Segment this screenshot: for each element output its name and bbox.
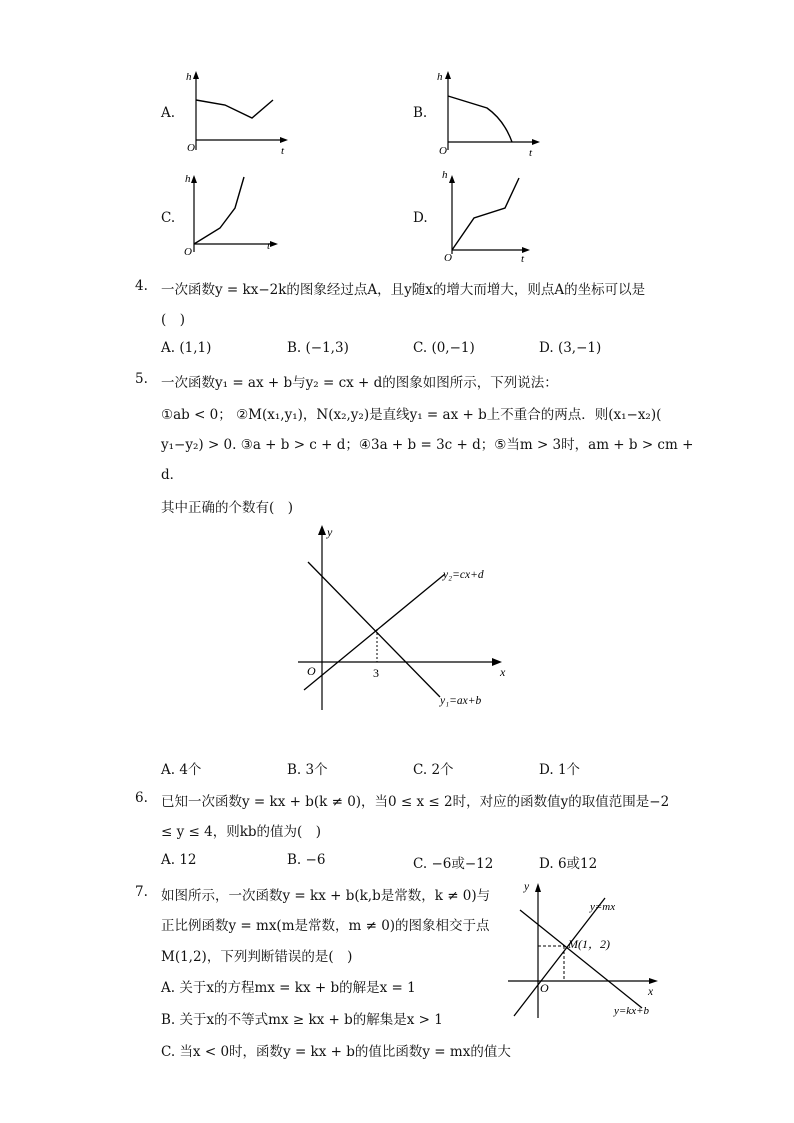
q7-figure [500,878,670,1023]
svg-text:y=kx+b: y=kx+b [614,1005,649,1017]
q6-stem-line1: 已知一次函数y = kx + b(k ≠ 0)，当0 ≤ x ≤ 2时，对应的函数值y的取值范围是−2 [161,794,670,810]
q5-stem-line3: y₁−y₂) > 0. ③a + b > c + d；④3a + b = 3c + d；⑤当m > 3时，am + b > cm + [161,437,694,453]
q5-stem-line5: 其中正确的个数有( ) [161,500,294,516]
q4-option-b[interactable]: B. (−1,3) [287,340,349,356]
question-number: 4. [135,278,148,294]
svg-text:t: t [267,240,271,252]
q7-option-b[interactable]: B. 关于x的不等式mx ≥ kx + b的解集是x > 1 [161,1012,443,1028]
svg-text:O: O [184,246,192,258]
q5-option-c[interactable]: C. 2个 [413,762,454,778]
q4-option-d[interactable]: D. (3,−1) [539,340,602,356]
q5-option-a[interactable]: A. 4个 [161,762,202,778]
q6-option-c[interactable]: C. −6或−12 [413,856,494,872]
svg-text:O: O [439,145,447,157]
q3-option-b-label: B. [413,105,428,121]
q3-option-b-graph [432,68,542,158]
svg-text:O: O [187,142,195,154]
svg-text:t: t [521,253,525,263]
q6-stem-line2: ≤ y ≤ 4，则kb的值为( ) [161,824,322,840]
q5-figure [290,520,515,715]
q3-option-d-graph [432,168,542,263]
q4-stem-line1: 一次函数y = kx−2k的图象经过点A，且y随x的增大而增大，则点A的坐标可以是 [161,282,646,298]
q3-option-a-graph [180,68,290,158]
svg-text:y: y [524,881,530,893]
svg-text:h: h [437,71,443,83]
q7-stem-line1: 如图所示，一次函数y = kx + b(k,b是常数，k ≠ 0)与 [161,888,491,904]
q4-option-c[interactable]: C. (0,−1) [413,340,475,356]
q3-option-c-graph [180,170,290,260]
q5-stem-line2: ①ab < 0； ②M(x₁,y₁)，N(x₂,y₂)是直线y₁ = ax + b上不重合的两点．则(x₁−x₂)( [161,407,662,423]
svg-text:M(1，2): M(1，2) [568,937,610,951]
svg-text:y₁=ax+b: y₁=ax+b [440,695,482,707]
q5-option-b[interactable]: B. 3个 [287,762,328,778]
svg-text:y: y [327,525,333,539]
q3-option-d-label: D. [413,210,428,226]
svg-text:O: O [307,664,316,678]
q6-option-d[interactable]: D. 6或12 [539,856,598,872]
svg-text:t: t [281,145,285,157]
svg-text:t: t [529,147,533,158]
q4-stem-line2: ( ) [161,312,186,328]
svg-text:x: x [648,986,654,998]
q6-option-a[interactable]: A. 12 [161,852,197,868]
q3-option-c-label: C. [161,210,176,226]
q7-stem-line2: 正比例函数y = mx(m是常数，m ≠ 0)的图象相交于点 [161,918,490,934]
q5-stem-line4: d． [161,467,184,483]
svg-text:O: O [540,981,549,995]
q7-option-a[interactable]: A. 关于x的方程mx = kx + b的解是x = 1 [161,980,416,996]
svg-text:x: x [500,665,506,679]
axis-label: h [186,71,192,83]
q7-option-c[interactable]: C. 当x < 0时，函数y = kx + b的值比函数y = mx的值大 [161,1044,511,1060]
question-number: 5. [135,371,148,387]
svg-text:3: 3 [373,666,379,680]
svg-text:h: h [442,169,448,181]
q7-stem-line3: M(1,2)，下列判断错误的是( ) [161,949,353,965]
svg-text:O: O [444,252,452,263]
q4-option-a[interactable]: A. (1,1) [161,340,212,356]
svg-text:h: h [185,173,191,185]
q5-option-d[interactable]: D. 1个 [539,762,581,778]
q6-option-b[interactable]: B. −6 [287,852,326,868]
question-number: 6. [135,790,148,806]
svg-text:y₂=cx+d: y₂=cx+d [443,569,484,581]
q3-option-a-label: A. [161,105,176,121]
question-number: 7. [135,884,148,900]
svg-text:y=mx: y=mx [590,901,616,913]
q5-stem-line1: 一次函数y₁ = ax + b与y₂ = cx + d的图象如图所示，下列说法： [161,375,558,391]
